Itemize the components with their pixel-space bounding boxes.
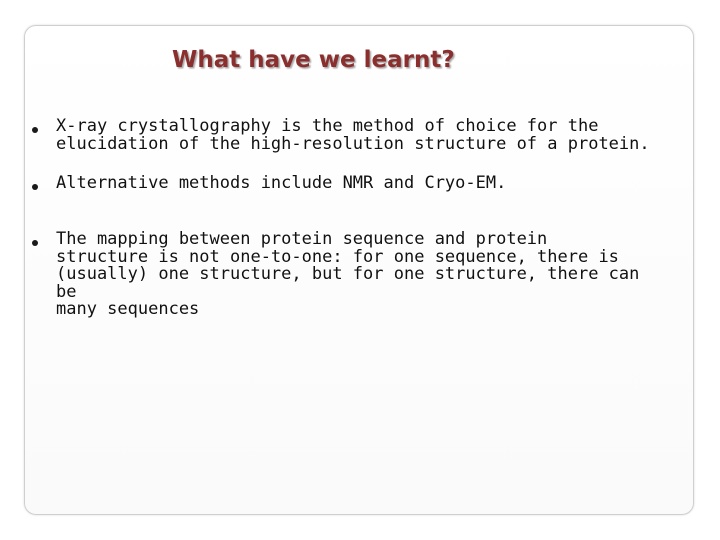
bullet-item: [30, 231, 670, 319]
bullet-text: X-ray crystallography is the method of choice for the elucidation of the high-resolution structure of a protein.: [56, 116, 650, 154]
bullet-dot-icon: [32, 127, 38, 133]
bullet-dot-icon: [32, 240, 38, 246]
bullet-item: [30, 118, 650, 153]
slide-title: What have we learnt?: [172, 47, 455, 73]
bullet-dot-icon: [32, 184, 38, 190]
bullet-text: The mapping between protein sequence and protein structure is not one-to-one: for one sequence, there is (usually) one structure, but for one structure, there can be many sequences: [56, 229, 640, 319]
bullet-text: Alternative methods include NMR and Cryo-EM.: [56, 173, 507, 193]
bullet-item: [30, 175, 506, 193]
